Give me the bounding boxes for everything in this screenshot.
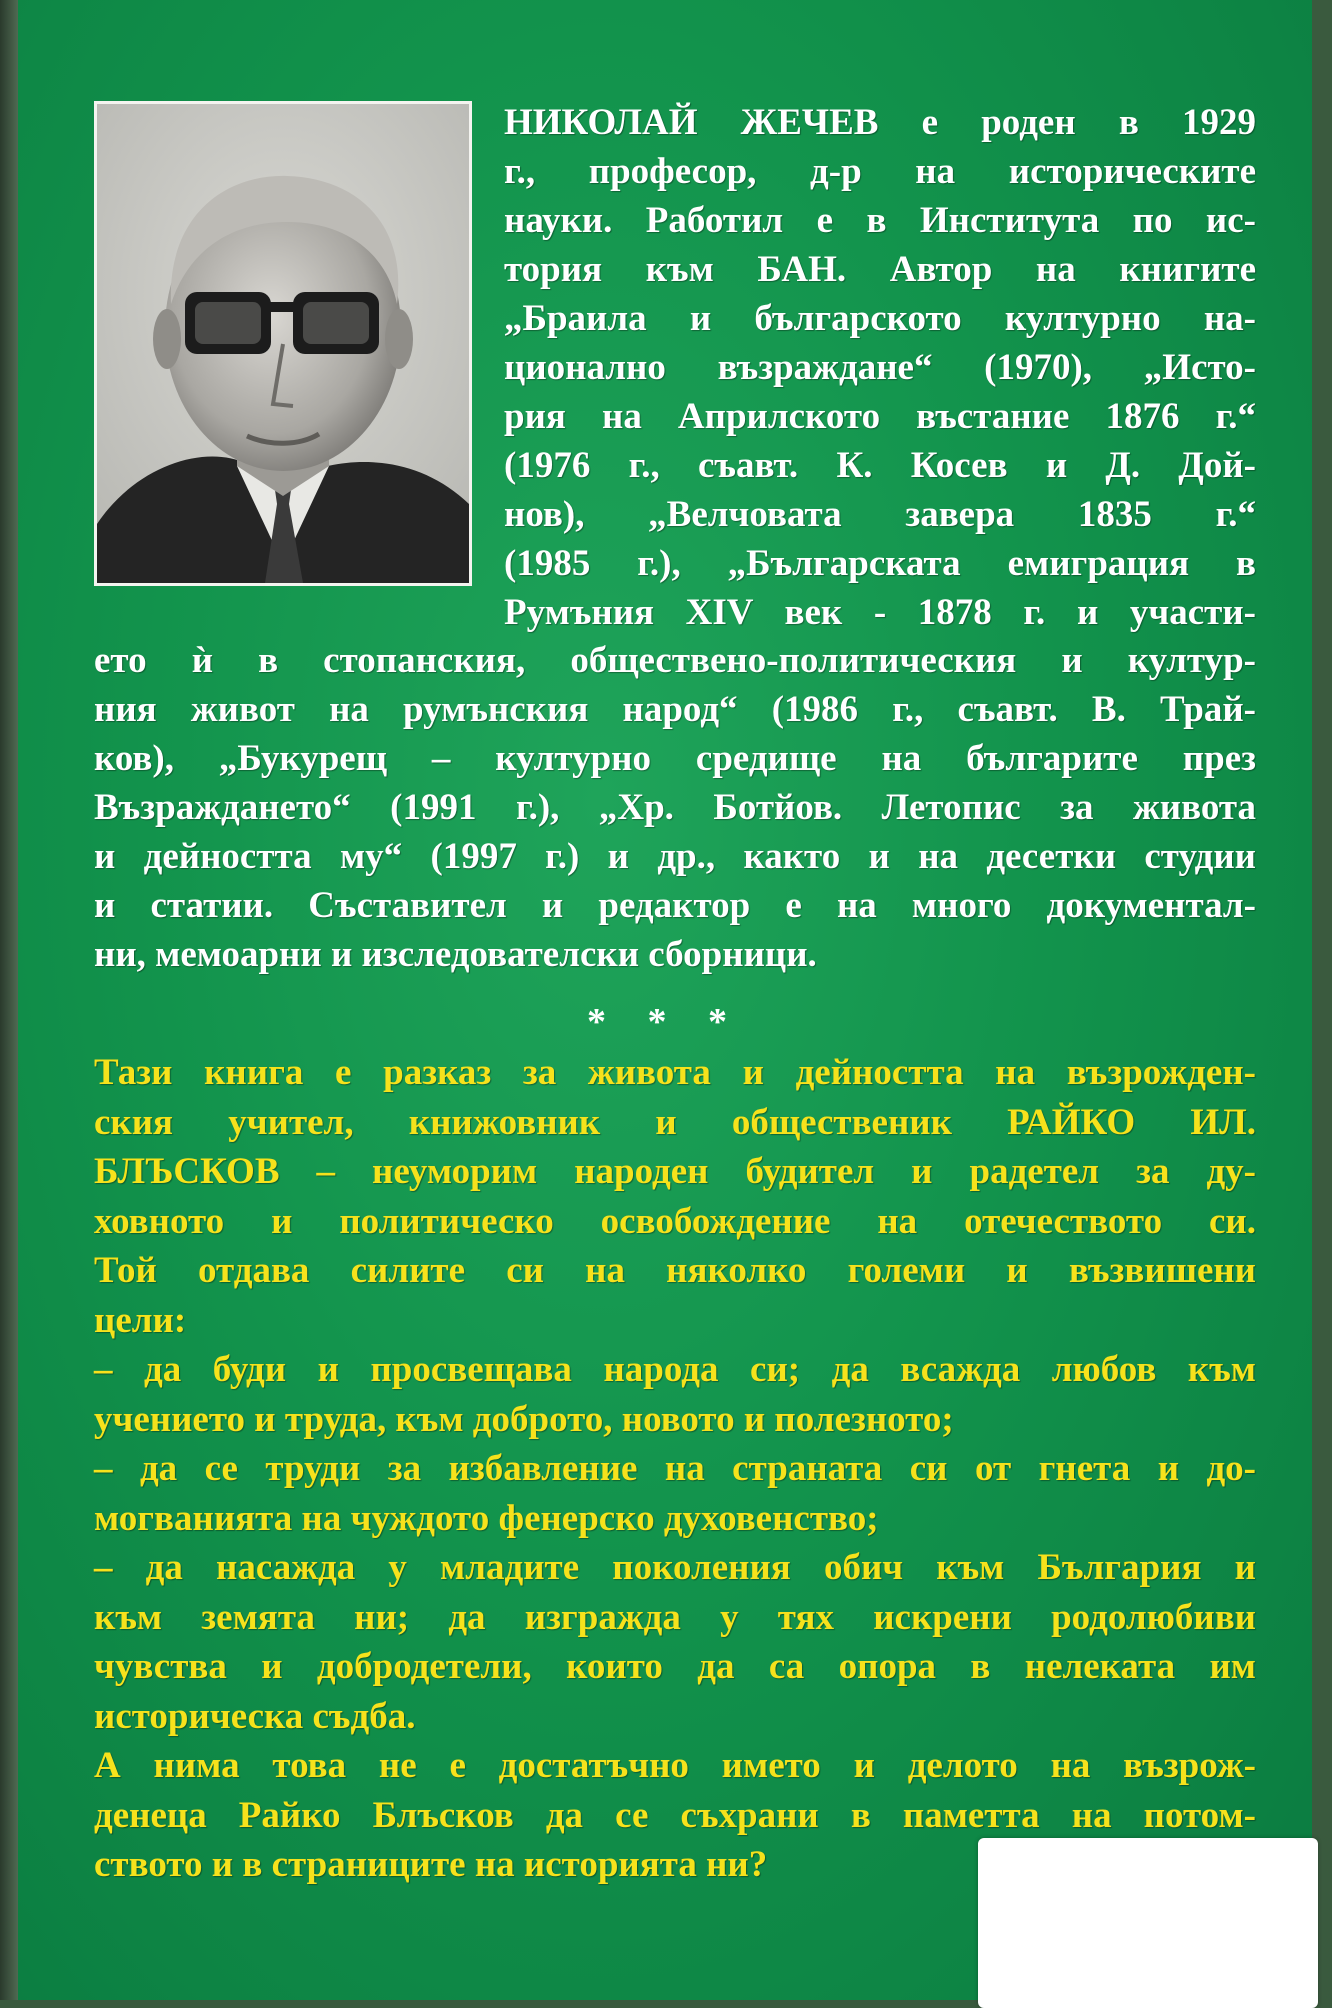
blurb-line: ховното и политическо освобождение на отечеството си. — [94, 1200, 1256, 1242]
blurb-line: към земята ни; да изгражда у тях искрени родолюбиви — [94, 1596, 1256, 1638]
book-spine-edge — [0, 0, 18, 2000]
bio-line: ния живот на румънския народ“ (1986 г., съавт. В. Трай- — [94, 689, 1256, 730]
bio-line: ков), „Букурещ – културно средище на българите през — [94, 738, 1256, 779]
blurb-line: БЛЪСКОВ – неуморим народен будител и радетел за ду- — [94, 1151, 1256, 1192]
bio-line: ни, мемоарни и изследователски сборници. — [94, 934, 817, 975]
bio-line: (1985 г.), „Българската емиграция в — [504, 543, 1256, 584]
bio-line: Румъния XIV век - 1878 г. и участи- — [504, 592, 1256, 633]
bio-line: нов), „Велчовата завера 1835 г.“ — [504, 494, 1256, 535]
blurb-line: денеца Райко Блъсков да се съхрани в паметта на потом- — [94, 1794, 1256, 1836]
blurb-line: цели: — [94, 1299, 187, 1341]
section-separator: * * * — [587, 1001, 743, 1043]
blurb-line: – да буди и просвещава народа си; да всажда любов към — [94, 1349, 1256, 1390]
blurb-line: А нима това не е достатъчно името и делото на възрож- — [94, 1745, 1256, 1786]
author-portrait-photo — [94, 101, 472, 586]
bio-line: рия на Априлското въстание 1876 г.“ — [504, 396, 1256, 437]
blurb-line: ския учител, книжовник и общественик РАЙКО ИЛ. — [94, 1101, 1256, 1143]
author-bio-full-width — [94, 636, 1256, 979]
bio-line: (1976 г., съавт. К. Косев и Д. Дой- — [504, 445, 1256, 486]
blurb-line: учението и труда, към доброто, новото и полезното; — [94, 1398, 954, 1440]
bio-line: науки. Работил е в Института по ис- — [504, 200, 1256, 241]
bio-line: и дейността му“ (1997 г.) и др., както и на десетки студии — [94, 836, 1256, 877]
book-blurb — [94, 1048, 1256, 1890]
author-bio-beside-photo — [504, 98, 1256, 637]
blurb-line: чувства и добродетели, които да са опора в нелеката им — [94, 1646, 1256, 1687]
blurb-line: могванията на чуждото фенерско духовенство; — [94, 1497, 879, 1539]
bio-line: ционално възраждане“ (1970), „Исто- — [504, 347, 1256, 388]
blurb-line: Той отдава силите си на няколко големи и възвишени — [94, 1250, 1256, 1291]
back-cover — [18, 0, 1312, 2000]
bio-line: НИКОЛАЙ ЖЕЧЕВ е роден в 1929 — [504, 102, 1256, 143]
bio-line: Възраждането“ (1991 г.), „Хр. Ботйов. Летопис за живота — [94, 787, 1256, 828]
blurb-line: – да насажда у младите поколения обич към България и — [94, 1547, 1256, 1588]
blurb-line: ството и в страниците на историята ни? — [94, 1844, 768, 1885]
bio-line: „Браила и българското културно на- — [504, 298, 1256, 339]
bio-line: тория към БАН. Автор на книгите — [504, 249, 1256, 290]
bio-line: ето ѝ в стопанския, обществено-политическия и култур- — [94, 640, 1256, 681]
blank-label-sticker — [978, 1838, 1318, 2008]
blurb-line: Тази книга е разказ за живота и дейността на възрожден- — [94, 1052, 1256, 1093]
bio-line: и статии. Съставител и редактор е на много документал- — [94, 885, 1256, 926]
bio-line: г., професор, д-р на историческите — [504, 151, 1256, 192]
blurb-line: историческа съдба. — [94, 1695, 416, 1737]
blurb-line: – да се труди за избавление на страната си от гнета и до- — [94, 1448, 1256, 1489]
